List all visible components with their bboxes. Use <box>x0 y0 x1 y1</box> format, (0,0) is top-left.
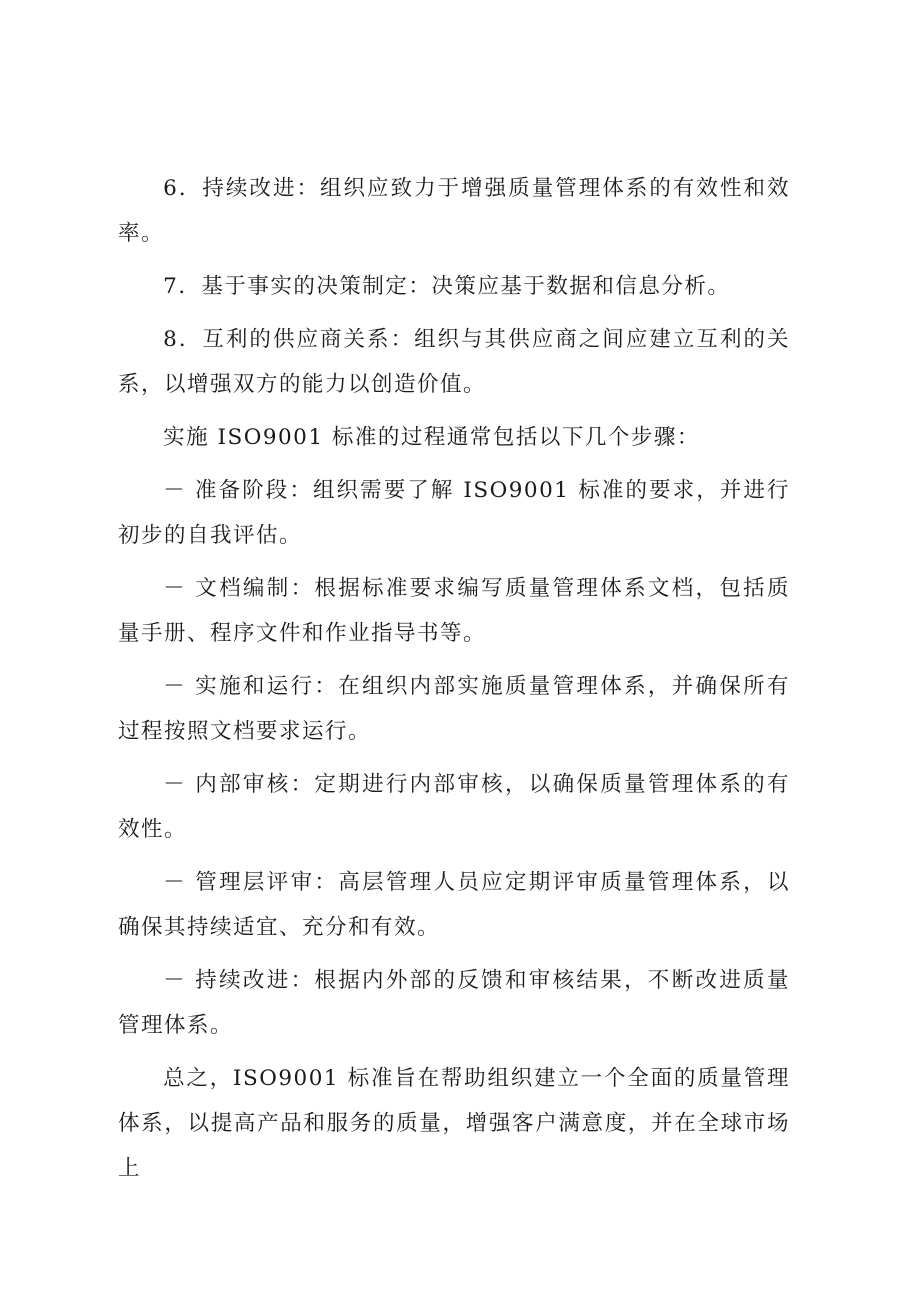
paragraph-summary: 总之，ISO9001 标准旨在帮助组织建立一个全面的质量管理体系，以提高产品和服务的质量，增强客户满意度，并在全球市场上 <box>118 1066 790 1181</box>
paragraph-step-implementation: － 实施和运行：在组织内部实施质量管理体系，并确保所有过程按照文档要求运行。 <box>118 674 790 744</box>
paragraph-principle-8: 8．互利的供应商关系：组织与其供应商之间应建立互利的关系，以增强双方的能力以创造价值。 <box>118 327 790 397</box>
paragraph-principle-7: 7．基于事实的决策制定：决策应基于数据和信息分析。 <box>163 274 731 299</box>
paragraph-step-internal-audit: － 内部审核：定期进行内部审核，以确保质量管理体系的有效性。 <box>118 772 790 842</box>
paragraph-step-preparation: － 准备阶段：组织需要了解 ISO9001 标准的要求，并进行初步的自我评估。 <box>118 478 790 548</box>
paragraph-step-documentation: － 文档编制：根据标准要求编写质量管理体系文档，包括质量手册、程序文件和作业指导书等。 <box>118 576 790 646</box>
paragraph-step-management-review: － 管理层评审：高层管理人员应定期评审质量管理体系，以确保其持续适宜、充分和有效。 <box>118 870 790 940</box>
paragraph-steps-intro: 实施 ISO9001 标准的过程通常包括以下几个步骤： <box>163 425 700 450</box>
paragraph-principle-6: 6．持续改进：组织应致力于增强质量管理体系的有效性和效率。 <box>118 176 790 246</box>
paragraph-step-continual-improvement: － 持续改进：根据内外部的反馈和审核结果，不断改进质量管理体系。 <box>118 968 790 1038</box>
document-body <box>118 166 790 1199</box>
